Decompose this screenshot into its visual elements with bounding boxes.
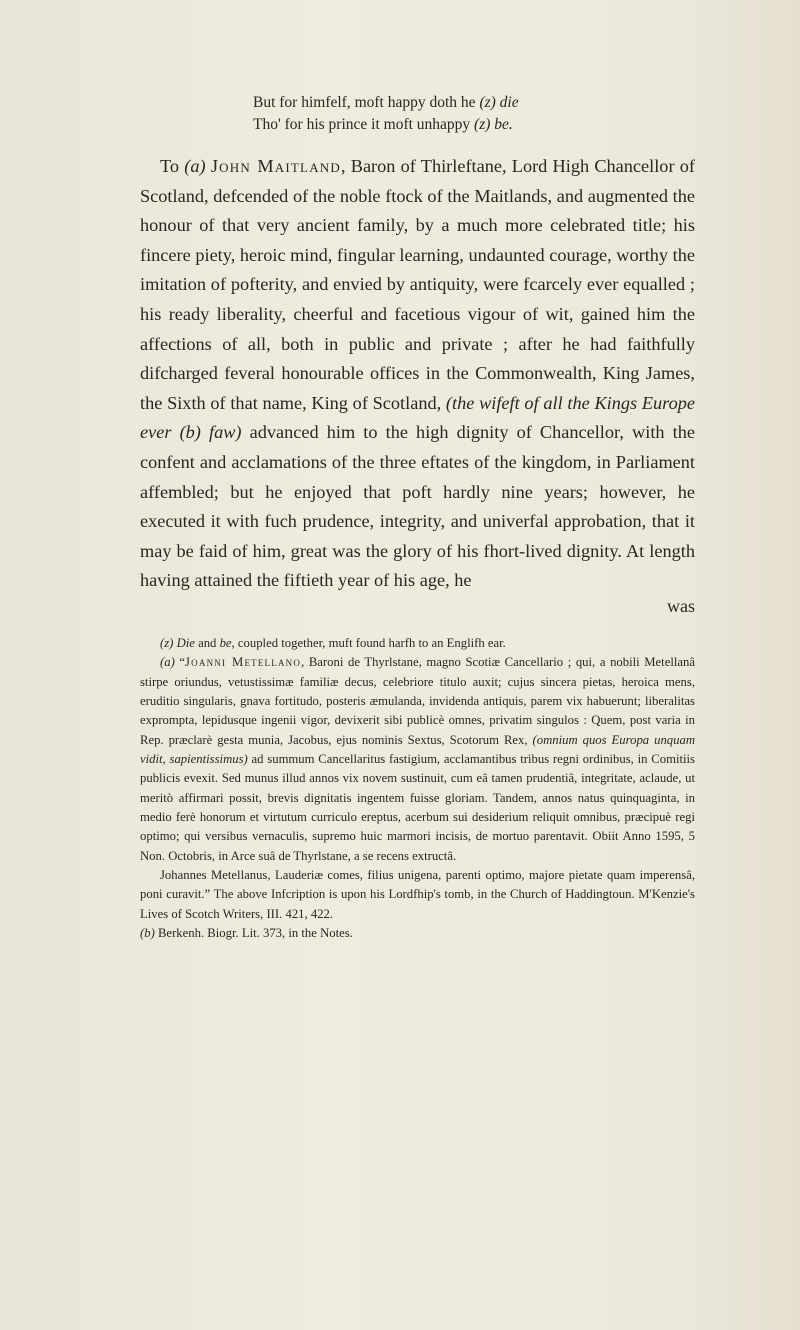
footnote-b: (b) Berkenh. Biogr. Lit. 373, in the Notes. <box>140 926 353 941</box>
footnote-a-continued: Johannes Metellanus, Lauderiæ comes, filius unigena, parenti optimo, majore pietate quam imperensâ, poni curavit.” The above Infcription is upon his Lordfhip's tomb, in the Church of Haddingtoun. M'Kenzie's Lives of Scotch Writers, III. 421, 422. <box>140 868 695 921</box>
note-ref-a: (a) <box>184 156 206 176</box>
note-ref-z: (z) <box>479 94 496 111</box>
catchword: was <box>667 595 695 616</box>
verse-couplet <box>253 92 695 136</box>
verse-line-2: Tho' for his prince it moft unhappy (z) be. <box>253 116 513 133</box>
note-ref-z: (z) <box>474 116 491 133</box>
subject-name: John Maitland <box>210 156 341 176</box>
text-block <box>140 92 695 943</box>
footnote-z: (z) Die and be, coupled together, muft found harfh to an Englifh ear. <box>160 635 506 650</box>
main-paragraph: To (a) John Maitland, Baron of Thirleftane, Lord High Chancellor of Scotland, defcended of the noble ftock of the Maitlands, and augmented the honour of that very ancient family, by a much more celebrated title; his fincere piety, heroic mind, fingular learning, undaunted courage, worthy the imitation of pofterity, and envied by antiquity, were fcarcely ever equalled ; his ready liberality, cheerful and facetious vigour of wit, gained him the affections of all, both in public and private ; after he had faithfully difcharged feveral honourable offices in the Commonwealth, King James, the Sixth of that name, King of Scotland, (the wifeft of all the Kings Europe ever (b) faw) advanced him to the high dignity of Chancellor, with the confent and acclamations of the three eftates of the kingdom, in Parliament affembled; but he enjoyed that poft hardly nine years; however, he executed it with fuch prudence, integrity, and univerfal approbation, that it may be faid of him, great was the glory of his fhort-lived dignity. At length having attained the fiftieth year of his age, he <box>140 156 696 591</box>
note-ref-b: (b) <box>179 422 201 443</box>
verse-line-1: But for himfelf, moft happy doth he (z) die <box>253 94 519 111</box>
footnotes <box>140 634 695 944</box>
footnote-a: (a) “Joanni Metellano, Baroni de Thyrlstane, magno Scotiæ Cancellario ; qui, a nobili Metellanâ stirpe oriundus, vetustissimæ familiæ decus, celebriore titulo auxit; cujus sincera pietas, heroica mens, eruditio singularis, gnava fortitudo, posteris æmulanda, invidenda antiquis, parem vix habuerunt; liberalitas exprompta, lepidusque ingenii vigor, devixerit sibi publicè omnes, privatim singulos : Quem, post varia in Rep. præclarè gesta munia, Jacobus, ejus nominis Sextus, Scotorum Rex, (omnium quos Europa unquam vidit, sapientissimus) ad summum Cancellaritus fastigium, acclamantibus tribus regni ordinibus, in Comitiis publicis evexit. Sed munus illud annos vix novem sustinuit, cum eâ tamen prudentiâ, integritate, aclaude, ut meritò affirmari possit, brevis dignitatis ingentem fuisse gloriam. Tandem, annos natus quinquaginta, in medio ferè honorum et virtutum curriculo ereptus, acerbum sui desiderium reliquit omnibus, præcipuè regi optimo; qui versibus vernaculis, supremo huic marmori incisis, de mortuo parentavit. Obiit Anno 1595, 5 Non. Octobris, in Arce suâ de Thyrlstane, a se recens extructâ. <box>140 655 695 863</box>
